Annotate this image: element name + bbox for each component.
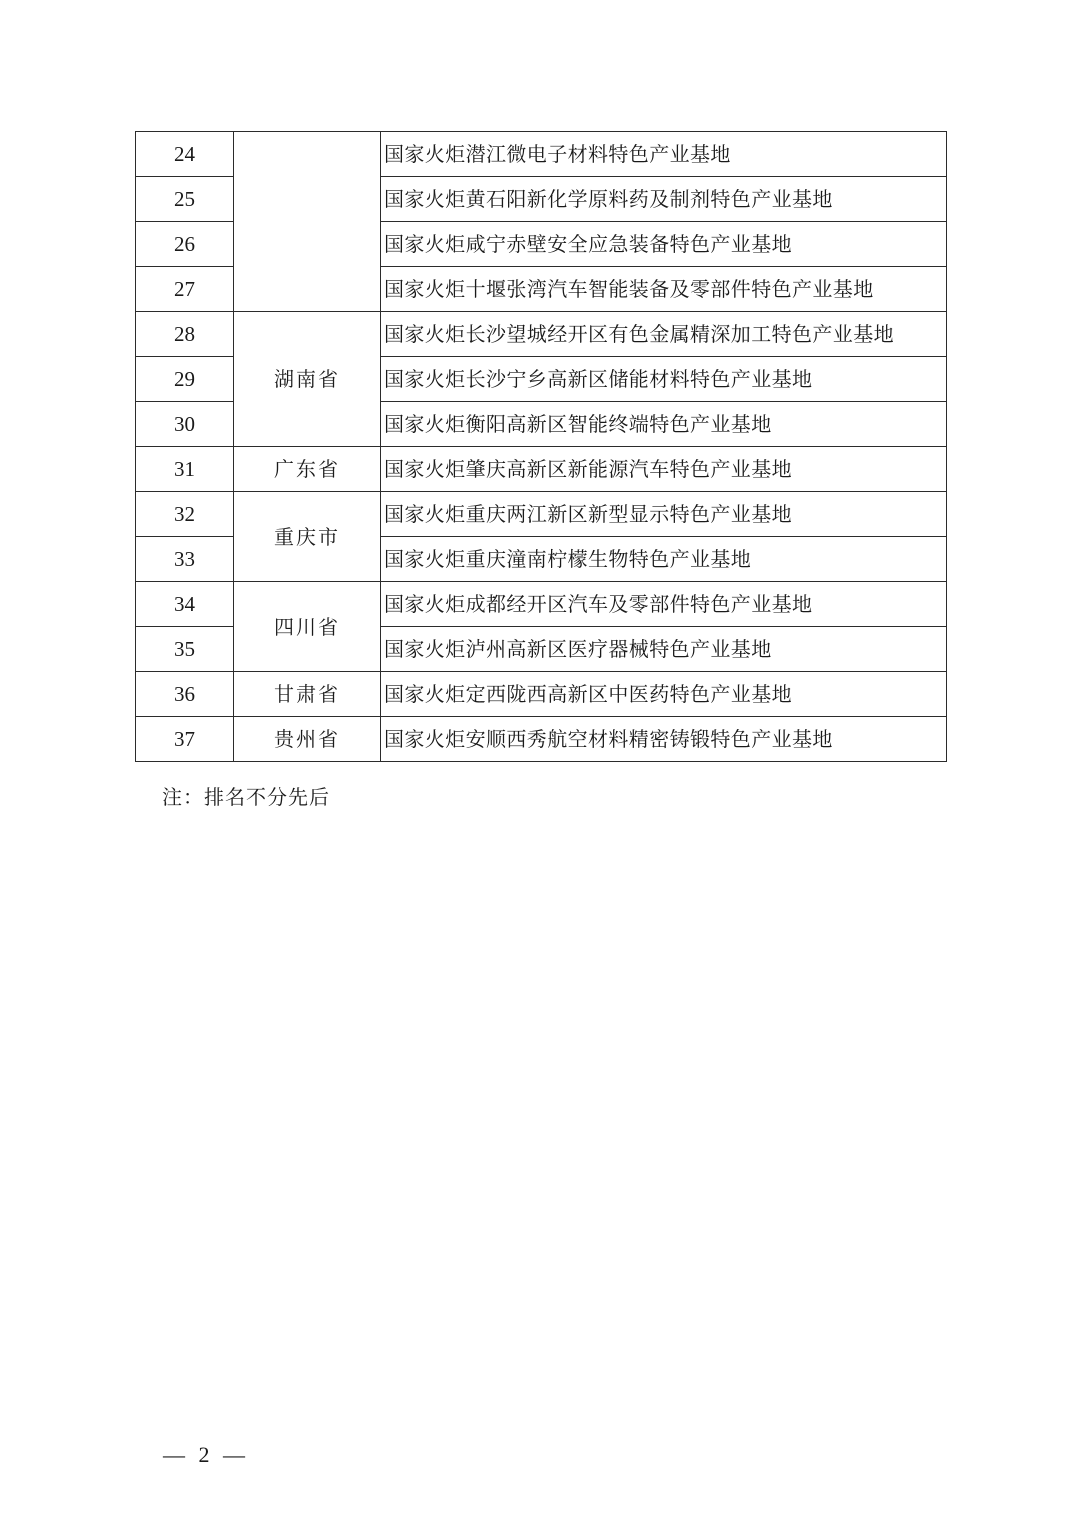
- page-number: — 2 —: [163, 1442, 249, 1467]
- row-number: 28: [136, 312, 234, 357]
- base-name: 国家火炬安顺西秀航空材料精密铸锻特色产业基地: [381, 717, 947, 762]
- base-name: 国家火炬十堰张湾汽车智能装备及零部件特色产业基地: [381, 267, 947, 312]
- base-name: 国家火炬黄石阳新化学原料药及制剂特色产业基地: [381, 177, 947, 222]
- province-cell: 重庆市: [234, 492, 381, 582]
- base-name: 国家火炬潜江微电子材料特色产业基地: [381, 132, 947, 177]
- table-row: [136, 132, 947, 177]
- row-number: 27: [136, 267, 234, 312]
- province-cell: 四川省: [234, 582, 381, 672]
- base-name: 国家火炬定西陇西高新区中医药特色产业基地: [381, 672, 947, 717]
- row-number: 35: [136, 627, 234, 672]
- province-cell: 贵州省: [234, 717, 381, 762]
- base-name: 国家火炬泸州高新区医疗器械特色产业基地: [381, 627, 947, 672]
- row-number: 26: [136, 222, 234, 267]
- table-row: [136, 492, 947, 537]
- row-number: 29: [136, 357, 234, 402]
- base-name: 国家火炬长沙望城经开区有色金属精深加工特色产业基地: [381, 312, 947, 357]
- base-name: 国家火炬重庆潼南柠檬生物特色产业基地: [381, 537, 947, 582]
- row-number: 24: [136, 132, 234, 177]
- base-name: 国家火炬长沙宁乡高新区储能材料特色产业基地: [381, 357, 947, 402]
- table-body: [136, 132, 947, 762]
- row-number: 32: [136, 492, 234, 537]
- table-row: [136, 717, 947, 762]
- row-number: 34: [136, 582, 234, 627]
- base-name: 国家火炬肇庆高新区新能源汽车特色产业基地: [381, 447, 947, 492]
- province-cell: 广东省: [234, 447, 381, 492]
- table-note: 注：排名不分先后: [162, 785, 330, 809]
- row-number: 36: [136, 672, 234, 717]
- row-number: 31: [136, 447, 234, 492]
- row-number: 30: [136, 402, 234, 447]
- province-cell: 湖南省: [234, 312, 381, 447]
- base-name: 国家火炬衡阳高新区智能终端特色产业基地: [381, 402, 947, 447]
- table-row: [136, 582, 947, 627]
- table-row: [136, 447, 947, 492]
- province-cell: 甘肃省: [234, 672, 381, 717]
- row-number: 33: [136, 537, 234, 582]
- base-name: 国家火炬咸宁赤壁安全应急装备特色产业基地: [381, 222, 947, 267]
- province-cell: [234, 132, 381, 312]
- table-row: [136, 672, 947, 717]
- row-number: 37: [136, 717, 234, 762]
- table-row: [136, 312, 947, 357]
- base-name: 国家火炬成都经开区汽车及零部件特色产业基地: [381, 582, 947, 627]
- row-number: 25: [136, 177, 234, 222]
- industry-base-table: [135, 131, 947, 762]
- base-name: 国家火炬重庆两江新区新型显示特色产业基地: [381, 492, 947, 537]
